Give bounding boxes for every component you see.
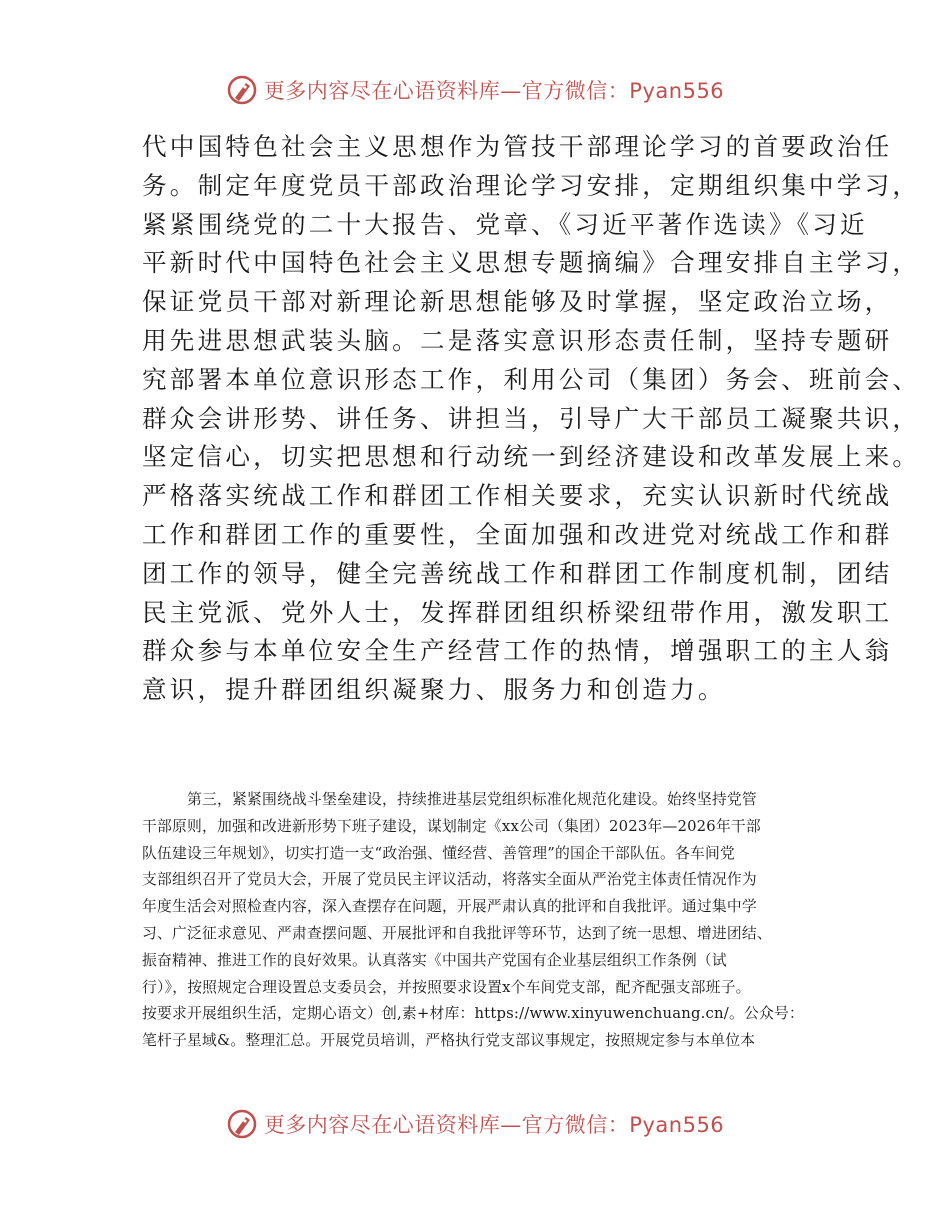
paragraph-line: 习、广泛征求意见、严肃查摆问题、开展批评和自我批评等环节，达到了统一思想、增进团结、 bbox=[142, 924, 772, 942]
paragraph-line: 年度生活会对照检查内容，深入查摆存在问题，开展严肃认真的批评和自我批评。通过集中学 bbox=[142, 898, 757, 916]
body-line: 团工作的领导，健全完善统战工作和群团工作制度机制，团结 bbox=[142, 558, 893, 588]
main-body-text bbox=[142, 128, 921, 710]
body-line: 群众参与本单位安全生产经营工作的热情，增强职工的主人翁 bbox=[142, 636, 893, 666]
pen-nib-logo-icon bbox=[226, 1108, 258, 1140]
body-line: 务。制定年度党员干部政治理论学习安排，定期组织集中学习， bbox=[142, 170, 921, 200]
body-line: 群众会讲形势、讲任务、讲担当，引导广大干部员工凝聚共识， bbox=[142, 403, 921, 433]
body-line: 工作和群团工作的重要性，全面加强和改进党对统战工作和群 bbox=[142, 519, 893, 549]
paragraph-line: 队伍建设三年规划》，切实打造一支“政治强、懂经营、善管理”的国企干部队伍。各车间党 bbox=[142, 844, 736, 862]
body-line: 严格落实统战工作和群团工作相关要求，充实认识新时代统战 bbox=[142, 481, 893, 511]
body-line: 意识，提升群团组织凝聚力、服务力和创造力。 bbox=[142, 675, 726, 705]
section-three-paragraph bbox=[142, 787, 822, 1055]
body-line: 坚定信心，切实把思想和行动统一到经济建设和改革发展上来。 bbox=[142, 442, 921, 472]
body-line: 用先进思想武装头脑。二是落实意识形态责任制，坚持专题研 bbox=[142, 325, 893, 355]
body-line: 紧紧围绕党的二十大报告、党章、《习近平著作选读》《习近 bbox=[142, 209, 868, 239]
paragraph-line: 行）》，按照规定合理设置总支委员会，并按照要求设置x个车间党支部，配齐配强支部班子。 bbox=[142, 978, 751, 996]
paragraph-line: 按要求开展组织生活，定期心语文）创,素+材库：https://www.xinyuwenchuang.cn/。公众号： bbox=[142, 1005, 804, 1023]
paragraph-line: 支部组织召开了党员大会，开展了党员民主评议活动，将落实全面从严治党主体责任情况作为 bbox=[142, 871, 757, 889]
body-line: 代中国特色社会主义思想作为管技干部理论学习的首要政治任 bbox=[142, 132, 893, 161]
body-line: 平新时代中国特色社会主义思想专题摘编》合理安排自主学习， bbox=[142, 248, 921, 278]
paragraph-line: 振奋精神、推进工作的良好效果。认真落实《中国共产党国有企业基层组织工作条例（试 bbox=[142, 951, 727, 969]
banner-content bbox=[226, 74, 724, 106]
body-line: 民主党派、党外人士，发挥群团组织桥梁纽带作用，激发职工 bbox=[142, 597, 893, 627]
paragraph-line: 笔杆子星域&。整理汇总。开展党员培训，严格执行党支部议事规定，按照规定参与本单位本 bbox=[142, 1032, 756, 1050]
footer-banner bbox=[0, 1102, 950, 1146]
pen-nib-logo-icon bbox=[226, 74, 258, 106]
header-banner bbox=[0, 68, 950, 112]
body-line: 究部署本单位意识形态工作，利用公司（集团）务会、班前会、 bbox=[142, 364, 921, 394]
paragraph-line: 第三，紧紧围绕战斗堡垒建设，持续推进基层党组织标准化规范化建设。始终坚持党管 bbox=[187, 791, 757, 808]
banner-text: 更多内容尽在心语资料库—官方微信：Pyan556 bbox=[263, 79, 725, 103]
banner-content bbox=[226, 1108, 724, 1140]
paragraph-line: 干部原则，加强和改进新形势下班子建设，谋划制定《xx公司（集团）2023年—2026年干部 bbox=[142, 817, 761, 835]
banner-text: 更多内容尽在心语资料库—官方微信：Pyan556 bbox=[263, 1113, 725, 1137]
body-line: 保证党员干部对新理论新思想能够及时掌握，坚定政治立场， bbox=[142, 287, 893, 317]
